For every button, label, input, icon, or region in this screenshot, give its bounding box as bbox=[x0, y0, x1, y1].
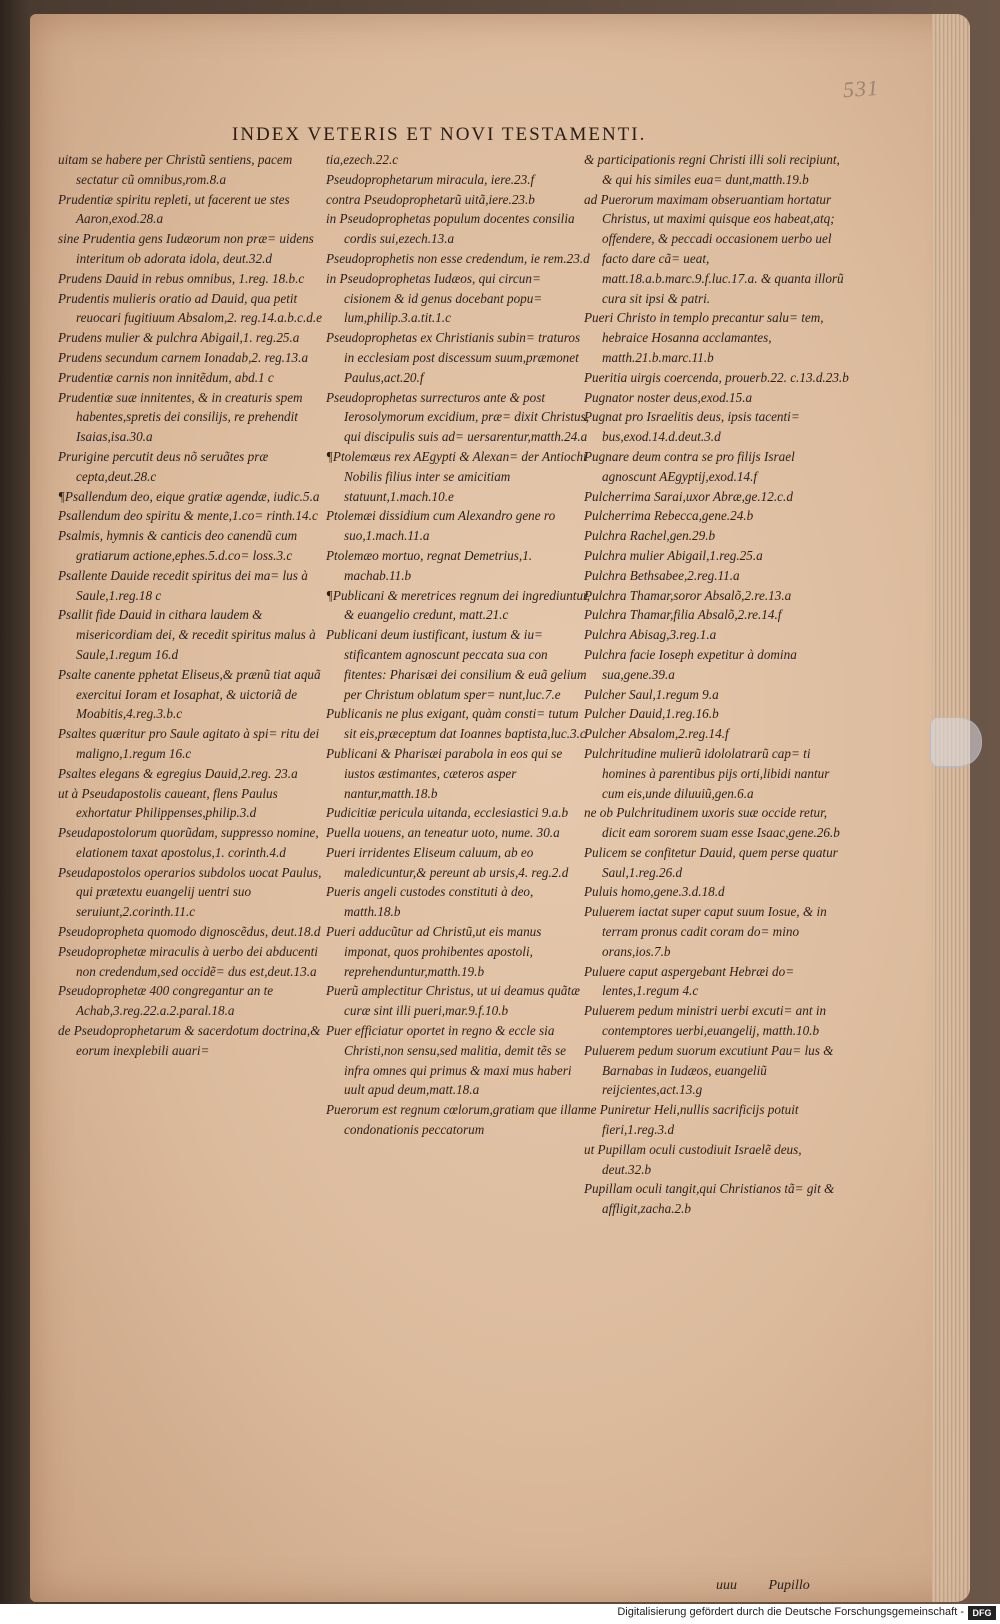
index-entry: Pugnator noster deus,exod.15.a bbox=[584, 389, 753, 405]
index-entry: Puluerem iactat super caput suum Iosue, & in terram pronus cadit coram do= mino orans,ios.7.b bbox=[584, 904, 827, 959]
index-entry: Puluis homo,gene.3.d.18.d bbox=[584, 884, 725, 900]
index-entry: Pulicem se confitetur Dauid, quem perse quatur Saul,1.reg.26.d bbox=[584, 844, 838, 880]
index-entry: Pueritia uirgis coercenda, prouerb.22. c.13.d.23.b bbox=[584, 369, 849, 385]
index-entry: Puella uouens, an teneatur uoto, nume. 30.a bbox=[326, 825, 560, 841]
index-entry: Ptolemæi dissidium cum Alexandro gene ro suo,1.mach.11.a bbox=[326, 508, 556, 544]
index-entry: Pudicitiæ pericula uitanda, ecclesiastici 9.a.b bbox=[326, 805, 569, 821]
page-number: 531 bbox=[842, 74, 880, 103]
index-entry: Prudentiæ carnis non innitẽdum, abd.1 c bbox=[58, 369, 274, 385]
page-header: INDEX VETERIS ET NOVI TESTAMENTI. bbox=[232, 124, 647, 145]
index-entry: Pseudoprophetæ 400 congregantur an te Achab,3.reg.22.a.2.paral.18.a bbox=[58, 983, 274, 1019]
index-entry: Pulcherrima Rebecca,gene.24.b bbox=[584, 508, 754, 524]
footer-credit: Digitalisierung gefördert durch die Deutsche Forschungsgemeinschaft - bbox=[617, 1606, 964, 1618]
index-entry: Psallendum deo spiritu & mente,1.co= rinth.14.c bbox=[58, 508, 318, 524]
index-entry: Psalmis, hymnis & canticis deo canendũ cum gratiarum actione,ephes.5.d.co= loss.3.c bbox=[58, 528, 298, 563]
index-entry: Pseudoprophetæ miraculis à uerbo dei abducenti non credendum,sed occidẽ= dus est,deut.13.a bbox=[58, 943, 318, 979]
index-entry: Pulcher Saul,1.regum 9.a bbox=[584, 686, 719, 702]
index-entry: Prurigine percutit deus nõ seruãtes præ cepta,deut.28.c bbox=[58, 448, 269, 484]
index-entry: Pueri adducũtur ad Christũ,ut eis manus imponat, quos prohibentes apostoli, reprehenduntur,matth.19.b bbox=[326, 924, 542, 979]
index-entry: Pugnat pro Israelitis deus, ipsis tacenti= bus,exod.14.d.deut.3.d bbox=[584, 409, 800, 445]
index-entry: Prudens secundum carnem Ionadab,2. reg.13.a bbox=[58, 349, 309, 365]
index-entry: ut Pupillam oculi custodiuit Israelẽ deus, deut.32.b bbox=[584, 1141, 802, 1177]
digitization-footer bbox=[0, 1604, 1000, 1624]
index-entry: ad Puerorum maximam obseruantiam hortatur Christus, ut maximi quisque eos habeat,atq; offendere, & peccadi occasionem uerbo uel facto dare cã= ueat, matt.18.a.b.marc.9.f.luc.17.a. & quanta illorũ cura sit ipsi & patri. bbox=[584, 191, 844, 306]
index-entry: Pulchra mulier Abigail,1.reg.25.a bbox=[584, 547, 763, 563]
index-entry: Puluerem pedum ministri uerbi excuti= ant in contemptores uerbi,euangelij, matth.10.b bbox=[584, 1003, 827, 1039]
index-entry: Pulchra facie Ioseph expetitur à domina sua,gene.39.a bbox=[584, 646, 797, 682]
index-entry: Psallente Dauide recedit spiritus dei ma= lus à Saule,1.reg.18 c bbox=[58, 567, 308, 603]
index-entry: Pseudoprophetarum miracula, iere.23.f bbox=[326, 171, 535, 187]
index-entry: Pseudapostolorum quorũdam, suppresso nomine, elationem taxat apostolus,1. corinth.4.d bbox=[58, 825, 319, 860]
index-entry: Puluerem pedum suorum excutiunt Pau= lus & Barnabas in Iudæos, euangeliũ reijcientes,act.13.g bbox=[584, 1042, 834, 1098]
index-entry: Pueris angeli custodes constituti à deo, matth.18.b bbox=[326, 884, 534, 920]
index-entry: Ptolemæo mortuo, regnat Demetrius,1. machab.11.b bbox=[326, 547, 533, 583]
index-entry: Publicani deum iustificant, iustum & iu= stificantem agnoscunt peccata sua con fitentes: Pharisæi dei consilium & euã gelium per Christum oblatum sper= nunt,luc.7.e bbox=[326, 627, 587, 702]
index-entry: sine Prudentia gens Iudæorum non præ= uidens interitum ob adorata idola, deut.32.d bbox=[58, 231, 314, 266]
index-entry: Pseudoprophetis non esse credendum, ie rem.23.d bbox=[326, 250, 590, 266]
index-entry: Psaltes quæritur pro Saule agitato à spi= ritu dei maligno,1.regum 16.c bbox=[58, 726, 320, 761]
index-entry: Psalte canente pphetat Eliseus,& prænũ tiat aquã exercitui Ioram et Iosaphat, & uictoriã de Moabitis,4.reg.3.b.c bbox=[58, 666, 321, 722]
index-entry: Pulchritudine mulierũ idololatrarũ cap= ti homines à parentibus pijs orti,libidi nantur cum eis,unde diluuiũ,gen.6.a bbox=[584, 745, 830, 801]
dfg-logo: DFG bbox=[968, 1606, 996, 1620]
index-entry: Puerorum est regnum cœlorum,gratiam que illam condonationis peccatorum bbox=[326, 1102, 588, 1138]
bookmark-tab bbox=[930, 717, 982, 767]
index-entry: Prudentiæ suæ innitentes, & in creaturis spem habentes,spretis dei consilijs, re prehendit Isaias,isa.30.a bbox=[58, 389, 303, 445]
index-entry: Pulchra Thamar,filia Absalõ,2.re.14.f bbox=[584, 607, 782, 623]
index-entry: Pueri Christo in templo precantur salu= tem, hebraice Hosanna acclamantes, matth.21.b.marc.11.b bbox=[584, 310, 824, 365]
index-entry: Pupillam oculi tangit,qui Christianos tã= git & affligit,zacha.2.b bbox=[584, 1181, 835, 1217]
index-entry: Pseudapostolos operarios subdolos uocat Paulus, qui prætextu euangelij uentri suo seruiunt,2.corinth.11.c bbox=[58, 864, 322, 920]
index-entry: contra Pseudoprophetarũ uitã,iere.23.b bbox=[326, 191, 535, 207]
index-entry: Prudentiæ spiritu repleti, ut facerent ue stes Aaron,exod.28.a bbox=[58, 191, 290, 227]
index-entry: ne Puniretur Heli,nullis sacrificijs potuit fieri,1.reg.3.d bbox=[584, 1102, 799, 1138]
index-entry: Pseudopropheta quomodo dignoscẽdus, deut.18.d bbox=[58, 924, 321, 940]
index-entry: tia,ezech.22.c bbox=[326, 152, 399, 167]
index-entry: de Pseudoprophetarum & sacerdotum doctrina,& eorum inexplebili auari= bbox=[58, 1023, 321, 1058]
index-entry: ¶Publicani & meretrices regnum dei ingrediuntur, & euangelio credunt, matt.21.c bbox=[326, 587, 591, 623]
index-entry: Psallit fide Dauid in cithara laudem & misericordiam dei, & recedit spiritus malus à Saule,1.regum 16.d bbox=[58, 607, 316, 662]
index-entry: in Pseudoprophetas populum docentes consilia cordis sui,ezech.13.a bbox=[326, 211, 575, 247]
index-entry: Publicanis ne plus exigant, quàm consti= tutum sit eis,præceptum dat Ioannes baptista,luc.3.c bbox=[326, 706, 586, 742]
index-entry: Pulchra Abisag,3.reg.1.a bbox=[584, 627, 717, 643]
index-entry: Pulcherrima Sarai,uxor Abræ,ge.12.c.d bbox=[584, 488, 793, 504]
index-entry: Psaltes elegans & egregius Dauid,2.reg. 23.a bbox=[58, 765, 298, 781]
catchwords bbox=[716, 1578, 810, 1594]
index-entry: uitam se habere per Christũ sentiens, pacem sectatur cũ omnibus,rom.8.a bbox=[58, 152, 293, 187]
index-entry: Pugnare deum contra se pro filijs Israel agnoscunt AEgyptij,exod.14.f bbox=[584, 448, 795, 484]
index-entry: Pulchra Rachel,gen.29.b bbox=[584, 528, 716, 544]
page-edges bbox=[932, 14, 970, 1602]
index-entry: Pseudoprophetas surrecturos ante & post Ierosolymorum excidium, præ= dixit Christus, qui discipulis suis ad= uersarentur,matth.24.a bbox=[326, 389, 590, 445]
index-entry: Pulchra Bethsabee,2.reg.11.a bbox=[584, 567, 740, 583]
index-entry: Prudentis mulieris oratio ad Dauid, qua petit reuocari fugitiuum Absalom,2. reg.14.a.b.c.d.e bbox=[58, 290, 323, 326]
index-column-1 bbox=[58, 150, 328, 1061]
index-entry: Puerũ amplectitur Christus, ut ui deamus quãtæ curæ sint illi pueri,mar.9.f.10.b bbox=[326, 983, 580, 1019]
index-entry: Puluere caput aspergebant Hebræi do= lentes,1.regum 4.c bbox=[584, 963, 795, 999]
index-entry: Pulcher Absalom,2.reg.14.f bbox=[584, 726, 729, 742]
index-column-2 bbox=[326, 150, 590, 1140]
index-entry: & participationis regni Christi illi soli recipiunt, & qui his similes eua= dunt,matth.19.b bbox=[584, 152, 840, 187]
index-entry: Pueri irridentes Eliseum caluum, ab eo maledicuntur,& pereunt ab ursis,4. reg.2.d bbox=[326, 844, 569, 880]
index-entry: Puer efficiatur oportet in regno & eccle sia Christi,non sensu,sed malitia, demit tẽs se infra omnes qui primus & maxi mus haberi uult apud deum,matt.18.a bbox=[326, 1023, 572, 1098]
index-entry: in Pseudoprophetas Iudæos, qui circun= cisionem & id genus docebant popu= lum,philip.3.a.tit.1.c bbox=[326, 270, 543, 326]
index-column-3 bbox=[584, 150, 849, 1219]
signature-mark: uuu bbox=[716, 1578, 737, 1593]
index-entry: ¶Ptolemæus rex AEgypti & Alexan= der Antiochi Nobilis filius inter se amicitiam statuunt,1.mach.10.e bbox=[326, 448, 587, 504]
index-entry: Pulcher Dauid,1.reg.16.b bbox=[584, 706, 719, 722]
index-entry: Prudens Dauid in rebus omnibus, 1.reg. 18.b.c bbox=[58, 270, 305, 286]
index-entry: Publicani & Pharisæi parabola in eos qui se iustos æstimantes, cæteros asper nantur,matth.18.b bbox=[326, 745, 563, 801]
index-entry: Pseudoprophetas ex Christianis subin= traturos in ecclesiam post discessum suum,præmonet Paulus,act.20.f bbox=[326, 330, 581, 385]
catchword: Pupillo bbox=[768, 1578, 810, 1593]
index-entry: Pulchra Thamar,soror Absalõ,2.re.13.a bbox=[584, 587, 792, 603]
index-entry: ¶Psallendum deo, eique gratiæ agendæ, iudic.5.a bbox=[58, 488, 320, 504]
index-entry: ne ob Pulchritudinem uxoris suæ occide retur, dicit eam sororem suam esse Isaac,gene.26.b bbox=[584, 805, 840, 841]
index-entry: ut à Pseudapostolis caueant, flens Paulus exhortatur Philippenses,philip.3.d bbox=[58, 785, 278, 821]
index-entry: Prudens mulier & pulchra Abigail,1. reg.25.a bbox=[58, 330, 300, 346]
